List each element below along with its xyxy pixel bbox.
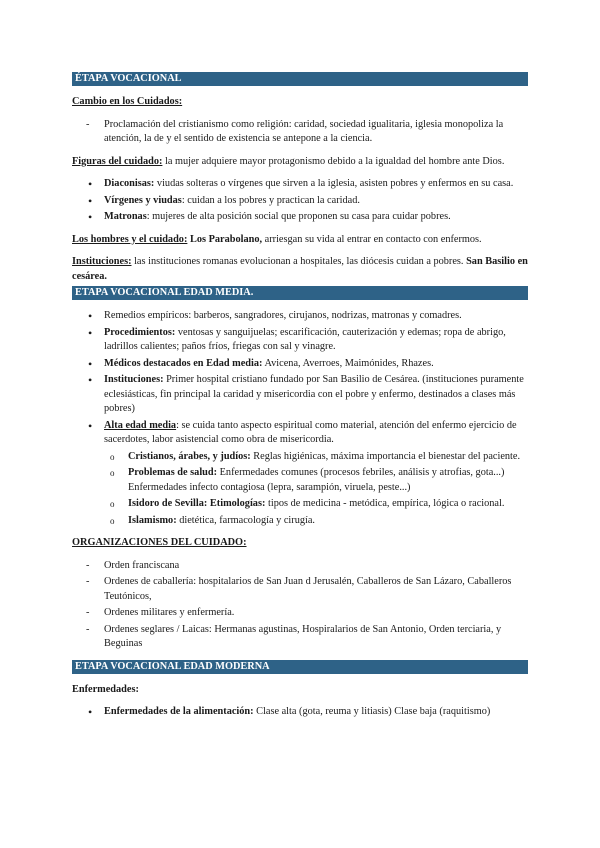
item-label: Cristianos, árabes, y judíos: <box>128 450 251 462</box>
list-item: - Proclamación del cristianismo como religión: caridad, sociedad igualitaria, iglesia monopoliza la atención, la de y el sentido de existencia se antepone a la ciencia. <box>72 118 528 147</box>
list-item <box>72 194 528 209</box>
dash-list-organizaciones <box>72 559 528 652</box>
item-text: tipos de medicina - metódica, empírica, lógica o racional. <box>265 498 505 509</box>
section-header-edad-moderna: ETAPA VOCACIONAL EDAD MODERNA <box>72 660 528 674</box>
item-label: Matronas <box>104 211 147 222</box>
item-text: Reglas higiénicas, máxima importancia el bienestar del paciente. <box>250 450 521 462</box>
list-item: - Orden franciscana <box>72 559 528 574</box>
bullet-list-figuras <box>72 177 528 225</box>
dash-list <box>72 118 528 147</box>
bullet-list-enfermedades <box>72 705 528 720</box>
section-header-etapa-vocacional: ÉTAPA VOCACIONAL <box>72 72 528 86</box>
list-item: - Ordenes de caballería: hospitalarios de San Juan d Jerusalén, Caballeros de San Lázaro, Caballeros Teutónicos, <box>72 575 528 604</box>
list-item <box>72 419 528 448</box>
hombres-label: Los hombres y el cuidado: <box>72 233 188 245</box>
hombres-text: arriesgan su vida al entrar en contacto con enfermos. <box>262 233 482 245</box>
instituciones-bold: San Basilio en cesárea. <box>72 256 528 282</box>
sub-item <box>98 450 528 465</box>
item-label: Enfermedades de la alimentación: <box>104 706 254 717</box>
hombres-bold: Los Parabolano, <box>187 233 263 245</box>
item-text: dietética, farmacología y cirugía. <box>176 514 315 526</box>
list-item: - Ordenes seglares / Laicas: Hermanas agustinas, Hospiralarios de San Antonio, Orden terciaria, y Beguinas <box>72 623 528 652</box>
item-label: Diaconisas: <box>104 178 155 189</box>
section-header-edad-media: ETAPA VOCACIONAL EDAD MEDIA. <box>72 286 528 300</box>
instituciones-text: las instituciones romanas evolucionan a hospitales, las diócesis cuidan a pobres. <box>131 256 467 267</box>
item-text: ventosas y sanguijuelas; escarificación, cauterización y edemas; ropa de abrigo, ladrillos calientes; paños fríos, friegas con sal y vinagre. <box>104 326 506 352</box>
document-page <box>72 72 528 728</box>
list-item <box>72 373 528 417</box>
item-text: Avicena, Averroes, Maimónides, Rhazes. <box>262 357 434 369</box>
item-text: Enfermedades comunes (procesos febriles, análisis y atrofias, gota...) Enfermedades infecto contagiosa (lepra, sarampión, viruela, peste...) <box>128 467 505 493</box>
item-label: Médicos destacados en Edad media: <box>104 357 263 369</box>
item-label: Islamismo: <box>128 514 177 526</box>
list-item: - Ordenes militares y enfermería. <box>72 606 528 621</box>
paragraph-instituciones <box>72 255 528 284</box>
paragraph-figuras <box>72 155 528 170</box>
item-text: viudas solteras o vírgenes que sirven a la iglesia, asisten pobres y enfermos en su casa. <box>154 178 514 189</box>
figuras-label: Figuras del cuidado: <box>72 155 163 167</box>
bullet-list-edad-media <box>72 309 528 448</box>
sub-list-alta-edad-media <box>72 450 528 529</box>
subtitle-label: Cambio en los Cuidados: <box>72 96 183 107</box>
item-text: Primer hospital cristiano fundado por San Basilio de Cesárea. (instituciones puramente eclesiásticas, fin principal la caridad y misericordia con el pobre y enfermo, destinados a clases más pobres) <box>104 374 524 414</box>
paragraph-hombres <box>72 233 528 248</box>
item-text: : se cuida tanto aspecto espiritual como material, atención del enfermo ejercicio de sacerdotes, labor asistencial como obra de misericordia. <box>104 419 517 445</box>
item-text: : mujeres de alta posición social que proponen su casa para cuidar pobres. <box>146 211 451 222</box>
item-label: Vírgenes y viudas <box>104 194 182 206</box>
enfermedades-label: Enfermedades: <box>72 683 139 695</box>
sub-item <box>98 497 528 512</box>
item-label: Alta edad media <box>104 419 177 431</box>
list-item <box>72 326 528 355</box>
subtitle-organizaciones <box>72 536 528 551</box>
item-label: Instituciones: <box>104 374 164 385</box>
sub-item <box>98 514 528 529</box>
instituciones-label: Instituciones: <box>72 256 132 267</box>
item-label: Isidoro de Sevilla: Etimologías: <box>128 498 266 509</box>
item-label: Procedimientos: <box>104 326 176 338</box>
list-item <box>72 177 528 192</box>
subtitle-cambio-cuidados <box>72 95 528 110</box>
list-item: • Remedios empíricos: barberos, sangradores, cirujanos, nodrizas, matronas y comadres. <box>72 309 528 324</box>
figuras-text: la mujer adquiere mayor protagonismo debido a la igualdad del hombre ante Dios. <box>162 155 505 167</box>
item-text: Clase alta (gota, reuma y litiasis) Clase baja (raquitismo) <box>253 706 491 717</box>
item-label: Problemas de salud: <box>128 467 218 478</box>
organizaciones-label: ORGANIZACIONES DEL CUIDADO: <box>72 537 247 548</box>
list-item <box>72 705 528 720</box>
item-text: : cuidan a los pobres y practican la caridad. <box>181 194 360 206</box>
sub-item <box>98 466 528 495</box>
list-item <box>72 357 528 372</box>
subtitle-enfermedades <box>72 683 528 698</box>
list-item <box>72 210 528 225</box>
